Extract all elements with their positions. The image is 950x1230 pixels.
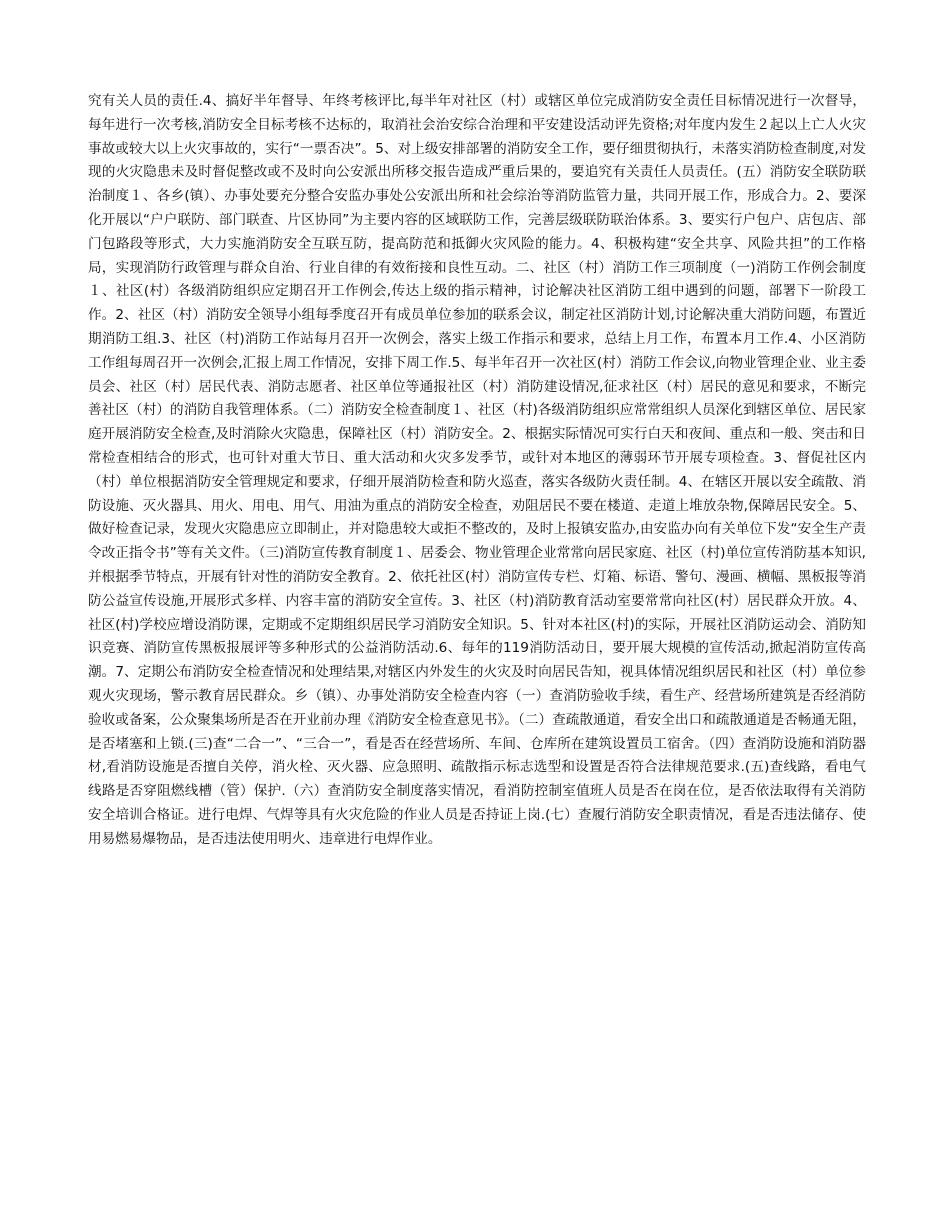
document-body-text: 究有关人员的责任.4、搞好半年督导、年终考核评比,每半年对社区（村）或辖区单位完成消防安全责任目标情况进行一次督导，每年进行一次考核,消防安全目标考核不达标的，取消社会治安综合治理和平安建设活动评先资格;对年度内发生２起以上亡人火灾事故或较大以上火灾事故的，实行“一票否决”。5、对上级安排部署的消防安全工作，要仔细贯彻执行，未落实消防检查制度,对发现的火灾隐患未及时督促整改或不及时向公安派出所移交报告造成严重后果的，要追究有关责任人员责任。(五）消防安全联防联治制度１、各乡(镇）、办事处要充分整合安监办事处公安派出所和社会综治等消防监管力量，共同开展工作，形成合力。2、要深化开展以“户户联防、部门联查、片区协同”为主要内容的区域联防工作，完善层级联防联治体系。3、要实行户包户、店包店、部门包路段等形式，大力实施消防安全互联互防，提高防范和抵御火灾风险的能力。4、积极构建“安全共享、风险共担”的工作格局，实现消防行政管理与群众自治、行业自律的有效衔接和良性互动。二、社区（村）消防工作三项制度（一)消防工作例会制度１、社区(村）各级消防组织应定期召开工作例会,传达上级的指示精神，讨论解决社区消防工组中遇到的问题，部署下一阶段工作。2、社区（村）消防安全领导小组每季度召开有成员单位参加的联系会议，制定社区消防计划,讨论解决重大消防问题，布置近期消防工组.3、社区（村)消防工作站每月召开一次例会，落实上级工作指示和要求，总结上月工作，布置本月工作.4、小区消防工作组每周召开一次例会,汇报上周工作情况，安排下周工作.5、每半年召开一次社区(村）消防工作会议,向物业管理企业、业主委员会、社区（村）居民代表、消防志愿者、社区单位等通报社区（村）消防建设情况,征求社区（村）居民的意见和要求，不断完善社区（村）的消防自我管理体系。（二）消防安全检查制度１、社区（村)各级消防组织应常常组织人员深化到辖区单位、居民家庭开展消防安全检查,及时消除火灾隐患，保障社区（村）消防安全。2、根据实际情况可实行白天和夜间、重点和一般、突击和日常检查相结合的形式，也可针对重大节日、重大活动和火灾多发季节，或针对本地区的薄弱环节开展专项检查。3、督促社区内（村）单位根据消防安全管理规定和要求，仔细开展消防检查和防火巡查，落实各级防火责任制。4、在辖区开展以安全疏散、消防设施、灭火器具、用火、用电、用气、用油为重点的消防安全检查，劝阻居民不要在楼道、走道上堆放杂物,保障居民安全。5、做好检查记录，发现火灾隐患应立即制止，并对隐患较大或拒不整改的，及时上报镇安监办,由安监办向有关单位下发“安全生产责令改正指令书”等有关文件。（三)消防宣传教育制度１、居委会、物业管理企业常常向居民家庭、社区（村)单位宣传消防基本知识,并根据季节特点，开展有针对性的消防安全教育。2、依托社区(村）消防宣传专栏、灯箱、标语、警句、漫画、横幅、黑板报等消防公益宣传设施,开展形式多样、内容丰富的消防安全宣传。3、社区（村)消防教育活动室要常常向社区(村）居民群众开放。4、社区(村)学校应增设消防课，定期或不定期组织居民学习消防安全知识。5、针对本社区(村)的实际，开展社区消防运动会、消防知识竞赛、消防宣传黑板报展评等多种形式的公益消防活动.6、每年的119消防活动日，要开展大规模的宣传活动,掀起消防宣传高潮。7、定期公布消防安全检查情况和处理结果,对辖区内外发生的火灾及时向居民告知，视具体情况组织居民和社区（村）单位参观火灾现场，警示教育居民群众。乡（镇）、办事处消防安全检查内容（一）查消防验收手续，看生产、经营场所建筑是否经消防验收或备案，公众聚集场所是否在开业前办理《消防安全检查意见书》。（二）查疏散通道，看安全出口和疏散通道是否畅通无阻，是否堵塞和上锁.(三)查“二合一”、“三合一”，看是否在经营场所、车间、仓库所在建筑设置员工宿舍。（四）查消防设施和消防器材,看消防设施是否擅自关停，消火栓、灭火器、应急照明、疏散指示标志选型和设置是否符合法律规范要求.(五)查线路，看电气线路是否穿阻燃线槽（管）保护.（六）查消防安全制度落实情况，看消防控制室值班人员是否在岗在位，是否依法取得有关消防安全培训合格证。进行电焊、气焊等具有火灾危险的作业人员是否持证上岗.(七）查履行消防安全职责情况，看是否违法储存、使用易燃易爆物品，是否违法使用明火、违章进行电焊作业。 [88,93,866,847]
